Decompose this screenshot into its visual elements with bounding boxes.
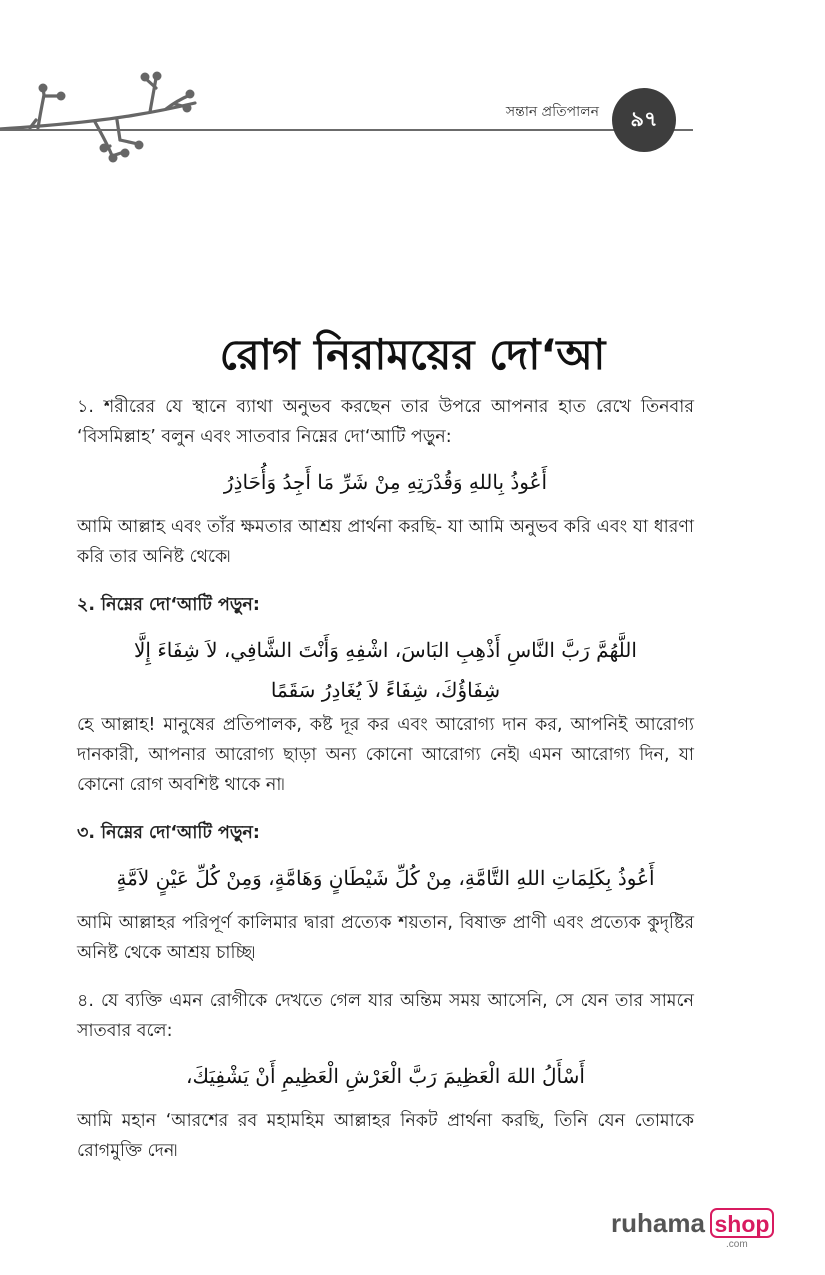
- section-1-intro: ১. শরীরের যে স্থানে ব্যাথা অনুভব করছেন তার উপরে আপনার হাত রেখে তিনবার ‘বিসমিল্লাহ’ বলুন এবং সাতবার নিম্নের দো‘আটি পড়ুন:: [77, 397, 694, 447]
- section-1-meaning: আমি আল্লাহ এবং তাঁর ক্ষমতার আশ্রয় প্রার্থনা করছি- যা আমি অনুভব করি এবং যা ধারণা করি তার অনিষ্ট থেকে৷: [77, 517, 694, 567]
- logo-shop-box: shop: [710, 1208, 774, 1238]
- chapter-title: রোগ নিরাময়ের দো‘আ: [219, 330, 606, 379]
- logo-domain: .com: [726, 1239, 748, 1250]
- section-3-arabic: أَعُوذُ بِكَلِمَاتِ اللهِ التَّامَّةِ، مِنْ كُلِّ شَيْطَانٍ وَهَامَّةٍ، وَمِنْ كُلِّ عَيْنٍ لاَمَّةٍ: [116, 866, 655, 890]
- section-4-arabic: أَسْأَلُ اللهَ الْعَظِيمَ رَبَّ الْعَرْشِ الْعَظِيمِ أَنْ يَشْفِيَكَ،: [186, 1064, 585, 1088]
- section-3-intro: ৩. নিম্নের দো‘আটি পড়ুন:: [77, 823, 260, 843]
- section-2-meaning: হে আল্লাহ! মানুষের প্রতিপালক, কষ্ট দূর কর এবং আরোগ্য দান কর, আপনিই আরোগ্য দানকারী, আপনার আরোগ্য ছাড়া অন্য কোনো আরোগ্য নেই৷ এমন আরোগ্য দিন, যা কোনো রোগ অবশিষ্ট থাকে না৷: [77, 715, 694, 795]
- main-content: [77, 392, 694, 1166]
- logo-word: ruhama: [611, 1208, 705, 1238]
- section-2-arabic-line-1: اللَّهُمَّ رَبَّ النَّاسِ أَذْهِبِ البَاسَ، اشْفِهِ وَأَنْتَ الشَّافِي، لاَ شِفَاءَ إِلَّا: [134, 638, 637, 662]
- section-4-intro: ৪. যে ব্যক্তি এমন রোগীকে দেখতে গেল যার অন্তিম সময় আসেনি, সে যেন তার সামনে সাতবার বলে:: [77, 991, 694, 1041]
- section-4-meaning: আমি মহান ‘আরশের রব মহামহিম আল্লাহর নিকট প্রার্থনা করছি, তিনি যেন তোমাকে রোগমুক্তি দেন৷: [77, 1111, 694, 1161]
- section-2-arabic-line-2: شِفَاؤُكَ، شِفَاءً لاَ يُغَادِرُ سَقَمًا: [270, 678, 501, 702]
- header-rule: [0, 129, 693, 131]
- page-number: ৯৭: [612, 88, 676, 152]
- section-1-arabic: أَعُوذُ بِاللهِ وَقُدْرَتِهِ مِنْ شَرِّ مَا أَجِدُ وَأُحَاذِرُ: [223, 470, 548, 494]
- section-3-meaning: আমি আল্লাহর পরিপূর্ণ কালিমার দ্বারা প্রত্যেক শয়তান, বিষাক্ত প্রাণী এবং প্রত্যেক কুদৃষ্টির অনিষ্ট থেকে আশ্রয় চাচ্ছি৷: [77, 913, 694, 963]
- running-title: সন্তান প্রতিপালন: [505, 104, 599, 120]
- branch-icon: [0, 60, 200, 165]
- section-2-intro: ২. নিম্নের দো‘আটি পড়ুন:: [77, 595, 260, 615]
